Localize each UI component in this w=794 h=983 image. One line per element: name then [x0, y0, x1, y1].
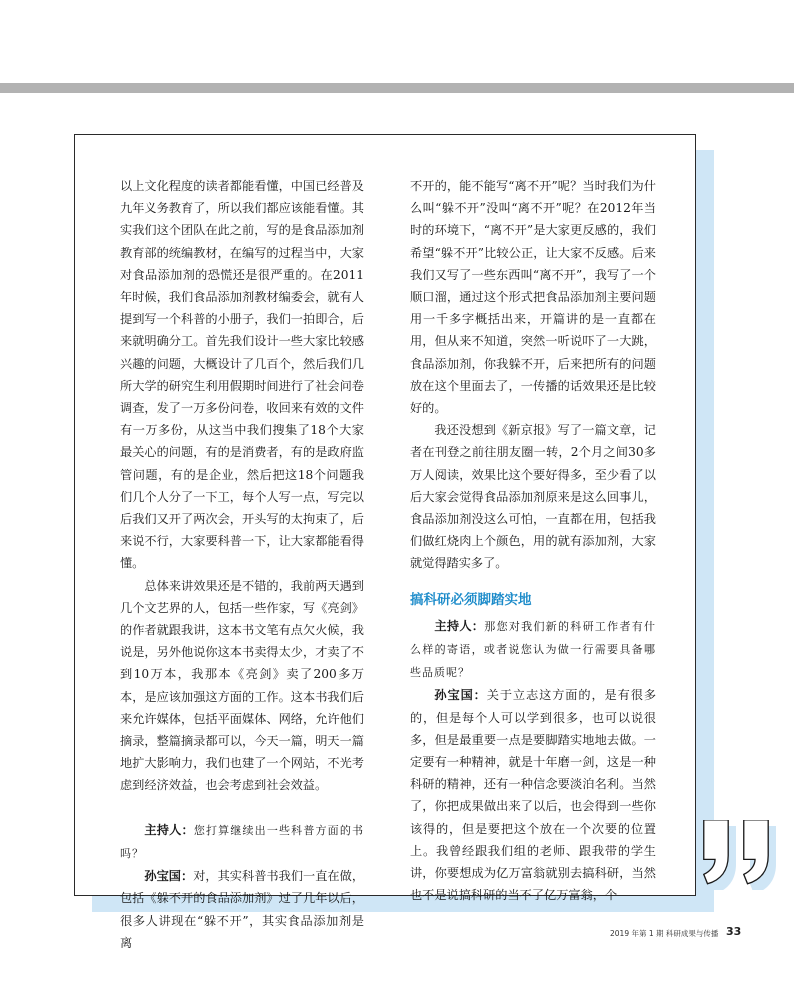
top-gray-band [0, 83, 794, 93]
host-label: 主持人： [144, 822, 194, 837]
paragraph: 总体来讲效果还是不错的，我前两天遇到几个文艺界的人，包括一些作家，写《亮剑》的作者就跟我讲，这本书文笔有点欠火候，我说是，另外他说你这本书卖得太少，才卖了不到10万本，我那本《亮剑》卖了200多万本，是应该加强这方面的工作。这本书我们后来允许媒体，包括平面媒体、网络，允许他们摘录，整篇摘录都可以，今天一篇，明天一篇地扩大影响力，我们也建了一个网站，不光考虑到经济效益，也会考虑到社会效益。 [120, 578, 364, 793]
closing-double-quote-icon [700, 820, 790, 890]
answer-text: 对，其实科普书我们一直在做，包括《躲不开的食品添加剂》过了几年以后，很多人讲现在“躲不开”，其实食品添加剂是离 [120, 869, 365, 950]
qa-question [410, 615, 656, 685]
host-label: 主持人： [434, 618, 485, 633]
qa-answer [410, 684, 656, 906]
left-column [120, 175, 364, 954]
paragraph: 以上文化程度的读者都能看懂，中国已经普及九年义务教育了，所以我们都应该能看懂。其实我们这个团队在此之前，写的是食品添加剂教育部的统编教材，在编写的过程当中，大家对食品添加剂的恐慌还是很严重的。在2011年时候，我们食品添加剂教材编委会，就有人提到写一个科普的小册子，我们一拍即合，后来就明确分工。首先我们设计一些大家比较感兴趣的问题，大概设计了几百个，然后我们几所大学的研究生利用假期时间进行了社会问卷调查，发了一万多份问卷，收回来有效的文件有一万多份，从这当中我们搜集了18个大家最关心的问题，有的是消费者，有的是政府监管问题，有的是企业，然后把这18个问题我们几个人分了一下工，每个人写一点，写完以后我们又开了两次会，开头写的太拘束了，后来说不行，大家要科普一下，让大家都能看得懂。 [120, 179, 364, 571]
question-text: 那您对我们新的科研工作者有什么样的寄语，或者说您认为做一行需要具备哪些品质呢？ [410, 619, 657, 680]
footer-journal: 2019 年第 1 期 科研成果与传播 [610, 929, 719, 938]
right-column [410, 175, 656, 907]
guest-label: 孙宝国： [144, 869, 194, 884]
answer-text: 关于立志这方面的，是有很多的，但是每个人可以学到很多，也可以说很多，但是最重要一点是要脚踏实地地去做。一定要有一种精神，就是十年磨一剑，这是一种科研的精神，还有一种信念要淡泊名利。当然了，你把成果做出来了以后，也会得到一些你该得的，但是要把这个放在一个次要的位置上。我曾经跟我们组的老师、跟我带的学生讲，你要想成为亿万富翁就别去搞科研，当然也不是说搞科研的当不了亿万富翁，个 [410, 688, 657, 903]
section-heading: 搞科研必须脚踏实地 [410, 591, 532, 608]
guest-label: 孙宝国： [434, 688, 487, 703]
question-text: 您打算继续出一些科普方面的书吗？ [120, 823, 365, 860]
page-number: 33 [726, 925, 742, 938]
qa-question [120, 819, 364, 865]
paragraph: 我还没想到《新京报》写了一篇文章，记者在刊登之前往朋友圈一转，2个月之间30多万人阅读，效果比这个要好得多，至少看了以后大家会觉得食品添加剂原来是这么回事儿，食品添加剂没这么可怕，一直都在用，包括我们做红烧肉上个颜色，用的就有添加剂，大家就觉得踏实多了。 [410, 423, 656, 571]
paragraph: 不开的，能不能写“离不开”呢？当时我们为什么叫“躲不开”没叫“离不开”呢？在2012年当时的环境下，“离不开”是大家更反感的，我们希望“躲不开”比较公正，让大家不反感。后来我们又写了一些东西叫“离不开”，我写了一个顺口溜，通过这个形式把食品添加剂主要问题用一千多字概括出来，开篇讲的是一直都在用，但从来不知道，突然一听说吓了一大跳，食品添加剂，你我躲不开，后来把所有的问题放在这个里面去了，一传播的话效果还是比较好的。 [410, 179, 656, 416]
qa-answer [120, 865, 364, 954]
